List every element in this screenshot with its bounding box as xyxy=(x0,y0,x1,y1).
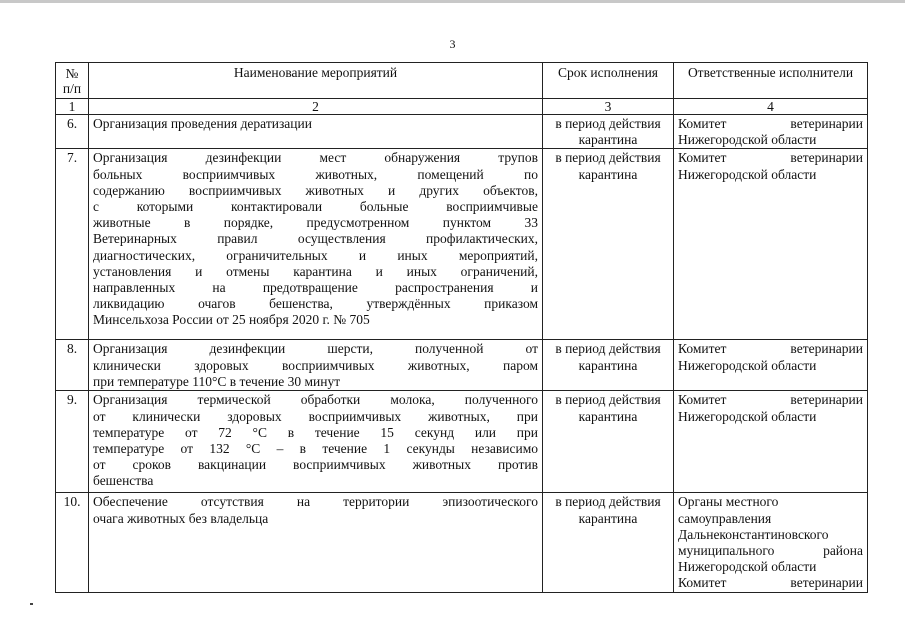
measures-table xyxy=(55,62,868,593)
header-number-line-1: № xyxy=(65,65,79,81)
measure-name xyxy=(89,149,543,340)
column-index-2: 2 xyxy=(89,99,543,115)
column-index-1: 1 xyxy=(56,99,89,115)
row-number: 8. xyxy=(56,340,89,391)
measure-responsible xyxy=(674,115,868,149)
scan-speck xyxy=(30,603,33,605)
column-index-3: 3 xyxy=(543,99,674,115)
name-line: очага животных без владельца xyxy=(93,510,269,526)
measure-responsible xyxy=(674,149,868,340)
name-line: диагностических, ограничительных и иных мероприятий, xyxy=(93,247,538,263)
responsible-line: Нижегородской области xyxy=(678,132,817,148)
table-row xyxy=(56,391,868,493)
name-line: Организация дезинфекции шерсти, полученной от xyxy=(93,341,538,357)
header-number-line-2: п/п xyxy=(62,80,82,96)
name-line: Обеспечение отсутствия на территории эпизоотического xyxy=(93,494,538,510)
table-row xyxy=(56,149,868,340)
name-line: установления и отмены карантина и иных ограничений, xyxy=(93,263,538,279)
name-line: Организация дезинфекции мест обнаружения трупов xyxy=(93,150,538,166)
name-line: животные в порядке, предусмотренном пунктом 33 xyxy=(93,215,538,231)
measure-deadline: в период действия карантина xyxy=(543,391,674,493)
responsible-line: муниципального района xyxy=(678,543,863,559)
name-line: температуре от 132 °С – в течение 1 секунды независимо xyxy=(93,441,538,457)
name-line: при температуре 110°С в течение 30 минут xyxy=(93,373,341,389)
responsible-line: Комитет ветеринарии xyxy=(678,341,863,357)
header-row xyxy=(56,63,868,99)
name-line: от клинически здоровых восприимчивых животных, при xyxy=(93,408,538,424)
name-line: Ветеринарных правил осуществления профилактических, xyxy=(93,231,538,247)
table-row xyxy=(56,493,868,592)
responsible-line: Комитет ветеринарии xyxy=(678,575,863,591)
name-line: Минсельхоза России от 25 ноября 2020 г. № 705 xyxy=(93,312,370,328)
header-name: Наименование мероприятий xyxy=(89,63,543,99)
responsible-line: Комитет ветеринарии xyxy=(678,116,863,131)
header-responsible: Ответственные исполнители xyxy=(674,63,868,99)
page-top-edge xyxy=(0,0,905,3)
name-line: с которыми контактировали больные восприимчивые xyxy=(93,199,538,215)
name-line: ликвидацию очагов бешенства, утверждённых приказом xyxy=(93,296,538,312)
measure-responsible xyxy=(674,391,868,493)
name-line: температуре от 72 °С в течение 15 секунд или при xyxy=(93,424,538,440)
responsible-line: Органы местного самоуправления xyxy=(678,494,779,526)
name-line: бешенства xyxy=(93,473,154,489)
measure-name: Организация проведения дератизации xyxy=(89,115,543,149)
measure-responsible xyxy=(674,493,868,592)
responsible-line: Нижегородской области xyxy=(678,357,817,373)
responsible-line: Комитет ветеринарии xyxy=(678,392,863,408)
measure-name xyxy=(89,340,543,391)
header-number xyxy=(56,63,89,99)
name-line: клинически здоровых восприимчивых животных, паром xyxy=(93,357,538,373)
column-index-4: 4 xyxy=(674,99,868,115)
table-row xyxy=(56,340,868,391)
measure-name xyxy=(89,391,543,493)
responsible-line: Нижегородской области xyxy=(678,559,817,575)
name-line: Организация термической обработки молока, полученного xyxy=(93,392,538,408)
measure-responsible xyxy=(674,340,868,391)
header-deadline: Срок исполнения xyxy=(543,63,674,99)
measure-deadline: в период действия карантина xyxy=(543,340,674,391)
measure-name xyxy=(89,493,543,592)
name-line: содержанию восприимчивых животных и других объектов, xyxy=(93,182,538,198)
measure-deadline: в период действия карантина xyxy=(543,493,674,592)
row-number: 10. xyxy=(56,493,89,592)
measure-deadline: в период действия карантина xyxy=(543,149,674,340)
name-line: направленных на предотвращение распространения и xyxy=(93,280,538,296)
responsible-line: Комитет ветеринарии xyxy=(678,150,863,166)
page-number: 3 xyxy=(449,37,456,51)
column-index-row xyxy=(56,99,868,115)
table-row xyxy=(56,115,868,149)
responsible-line: Нижегородской области xyxy=(678,408,817,424)
row-number: 7. xyxy=(56,149,89,340)
measure-deadline: в период действия карантина xyxy=(543,115,674,149)
name-line: от сроков вакцинации восприимчивых животных против xyxy=(93,457,538,473)
row-number: 9. xyxy=(56,391,89,493)
name-line: больных восприимчивых животных, помещений по xyxy=(93,166,538,182)
row-number: 6. xyxy=(56,115,89,149)
responsible-line: Нижегородской области xyxy=(678,166,817,182)
responsible-line: Дальнеконстантиновского xyxy=(678,526,829,542)
